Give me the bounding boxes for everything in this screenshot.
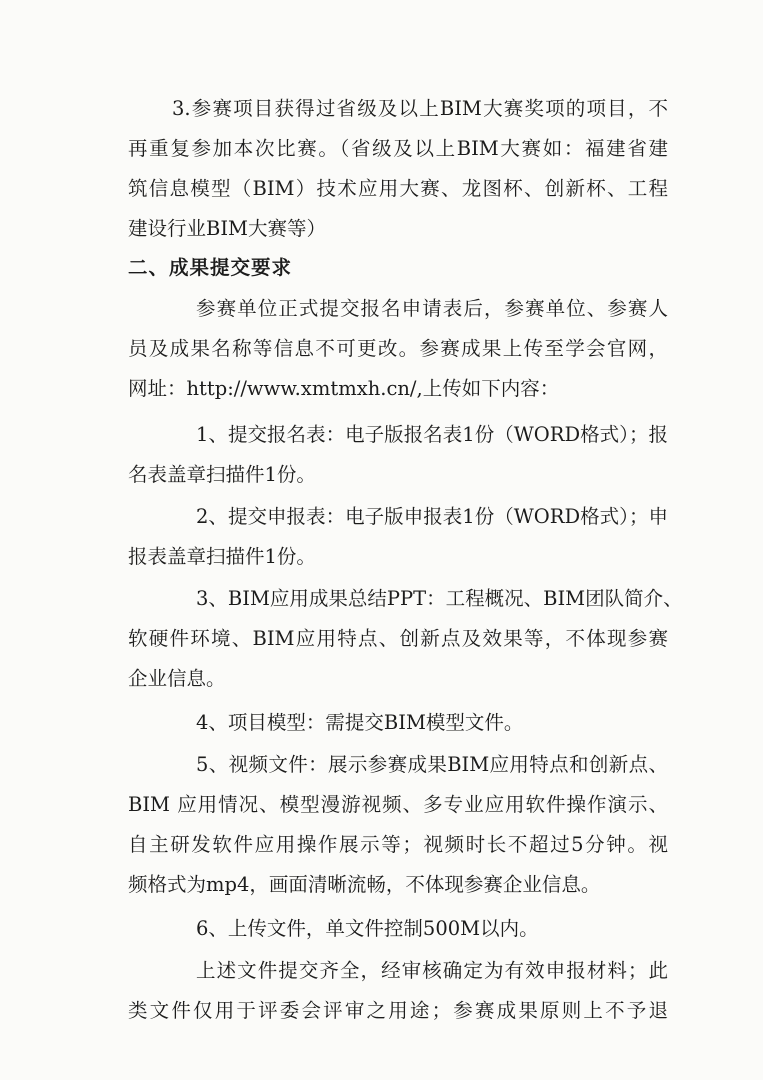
requirement-5-line-2: BIM 应用情况、模型漫游视频、多专业应用软件操作演示、	[128, 793, 668, 816]
section-heading: 二、成果提交要求	[128, 256, 293, 279]
requirement-2-line-2: 报表盖章扫描件1份。	[128, 545, 316, 568]
requirement-5-line-4: 频格式为mp4，画面清晰流畅，不体现参赛企业信息。	[128, 873, 601, 896]
closing-line-1: 上述文件提交齐全，经审核确定为有效申报材料；此	[196, 959, 668, 982]
intro-line-1: 参赛单位正式提交报名申请表后，参赛单位、参赛人	[196, 297, 668, 320]
requirement-3-line-2: 软硬件环境、BIM应用特点、创新点及效果等，不体现参赛	[128, 627, 668, 650]
intro-line-2: 员及成果名称等信息不可更改。参赛成果上传至学会官网，	[128, 337, 668, 360]
requirement-4-line-1: 4、项目模型：需提交BIM模型文件。	[196, 711, 524, 734]
requirement-1-line-1: 1、提交报名表：电子版报名表1份（WORD格式）；报	[196, 423, 668, 446]
requirement-2-line-1: 2、提交申报表：电子版申报表1份（WORD格式）；申	[196, 505, 668, 528]
closing-line-2: 类文件仅用于评委会评审之用途；参赛成果原则上不予退	[128, 999, 668, 1022]
requirement-3-line-3: 企业信息。	[128, 667, 226, 690]
requirement-3-line-1: 3、BIM应用成果总结PPT：工程概况、BIM团队简介、	[196, 587, 683, 610]
item3-line-1: 3.参赛项目获得过省级及以上BIM大赛奖项的项目，不	[172, 97, 668, 120]
intro-line-3: 网址：http://www.xmtmxh.cn/,上传如下内容：	[128, 377, 560, 400]
requirement-5-line-3: 自主研发软件应用操作展示等；视频时长不超过5分钟。视	[128, 833, 668, 856]
item3-line-3: 筑信息模型（BIM）技术应用大赛、龙图杯、创新杯、工程	[128, 177, 668, 200]
item3-line-4: 建设行业BIM大赛等）	[128, 217, 326, 240]
item3-line-2: 再重复参加本次比赛。（省级及以上BIM大赛如：福建省建	[128, 137, 668, 160]
requirement-1-line-2: 名表盖章扫描件1份。	[128, 463, 316, 486]
requirement-6-line-1: 6、上传文件，单文件控制500M以内。	[196, 917, 539, 940]
requirement-5-line-1: 5、视频文件：展示参赛成果BIM应用特点和创新点、	[196, 753, 668, 776]
